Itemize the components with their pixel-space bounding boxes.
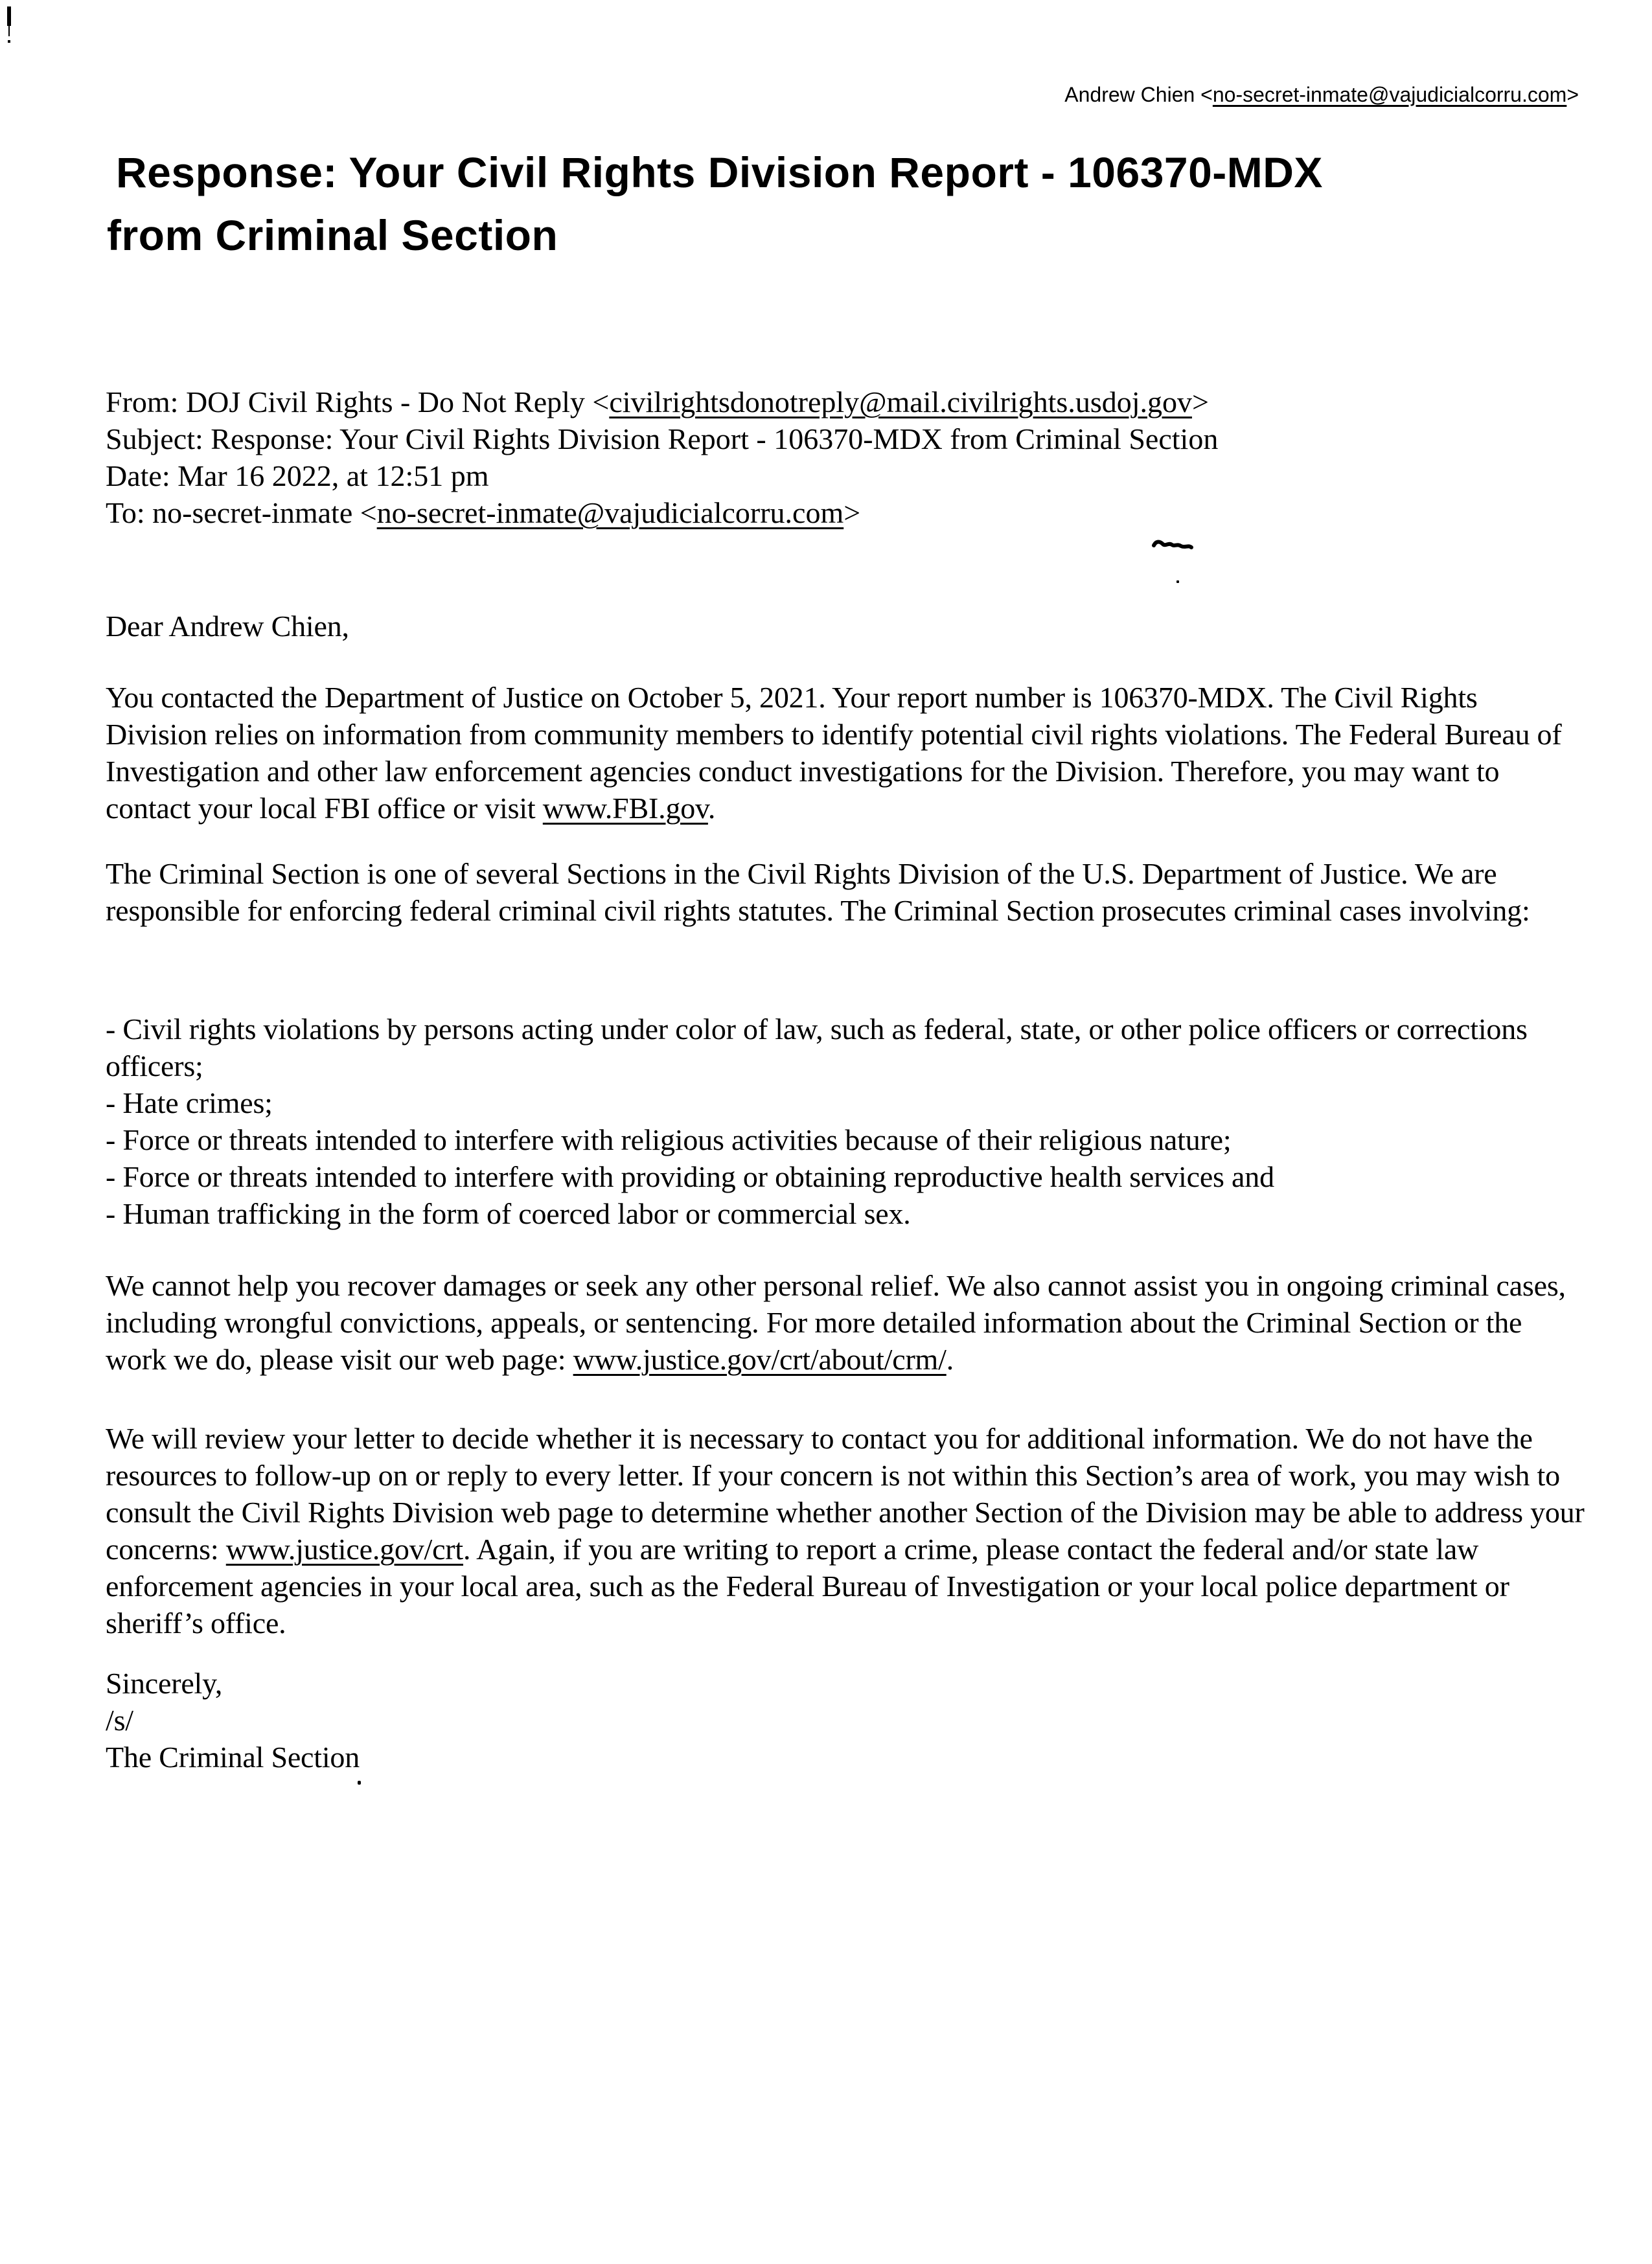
page-title-line1: Response: Your Civil Rights Division Report - 106370-MDX bbox=[116, 148, 1323, 196]
meta-from-suffix: > bbox=[1192, 385, 1209, 418]
case-types-list bbox=[106, 1011, 1586, 1232]
list-item: - Civil rights violations by persons acting under color of law, such as federal, state, or other police officers or corrections officers; bbox=[106, 1012, 1528, 1082]
paragraph-criminal-section-intro: The Criminal Section is one of several Sections in the Civil Rights Division of the U.S. Department of Justice. We are responsible for enforcing federal criminal civil rights statutes. The Criminal Section prosecutes criminal cases involving: bbox=[106, 857, 1530, 927]
fbi-gov-link[interactable]: www.FBI.gov bbox=[542, 792, 708, 825]
scan-artifact-corner-mark bbox=[7, 6, 11, 26]
meta-date-line: Date: Mar 16 2022, at 12:51 pm bbox=[106, 459, 489, 492]
paragraph-text: You contacted the Department of Justice on October 5, 2021. Your report number is 106370-MDX. The Civil Rights Division relies on information from community members to identify potential civil rights violations. The Federal Bureau of Investigation and other law enforcement agencies conduct investigations for the Division. Therefore, you may want to contact your local FBI office or visit bbox=[106, 681, 1562, 825]
paragraph-report-received bbox=[106, 679, 1586, 827]
list-item: - Force or threats intended to interfere with religious activities because of their religious nature; bbox=[106, 1123, 1232, 1156]
from-email-link[interactable]: civilrightsdonotreply@mail.civilrights.usdoj.gov bbox=[609, 385, 1193, 418]
sender-header bbox=[1064, 82, 1579, 108]
paragraph-text: . bbox=[946, 1343, 954, 1376]
sender-name: Andrew Chien < bbox=[1064, 83, 1213, 106]
list-item: - Force or threats intended to interfere with providing or obtaining reproductive health services and bbox=[106, 1160, 1274, 1193]
page-title bbox=[107, 141, 1597, 267]
scan-artifact-corner-mark bbox=[8, 40, 10, 43]
meta-from-label: From: DOJ Civil Rights - Do Not Reply < bbox=[106, 385, 610, 418]
closing-word: Sincerely, bbox=[106, 1667, 223, 1700]
scan-artifact-corner-mark bbox=[8, 26, 10, 36]
paragraph-limitations bbox=[106, 1267, 1586, 1378]
page-title-line2: from Criminal Section bbox=[107, 211, 558, 259]
justice-gov-crt-link[interactable]: www.justice.gov/crt bbox=[225, 1533, 464, 1566]
meta-to-suffix: > bbox=[843, 496, 861, 529]
signature-mark: /s/ bbox=[106, 1704, 133, 1737]
sender-email-link[interactable]: no-secret-inmate@vajudicialcorru.com bbox=[1212, 83, 1567, 106]
meta-to-label: To: no-secret-inmate < bbox=[106, 496, 377, 529]
sender-suffix: > bbox=[1566, 83, 1579, 106]
paragraph-text: We will review your letter to decide whether it is necessary to contact you for additional information. We do not have the resources to follow-up on or reply to every letter. If your concern is not within this Section’s area of work, you may wish to consult the Civil Rights Division web page to determine whether another Section of the Division may be able to address your concerns: bbox=[106, 1422, 1585, 1566]
signer-name: The Criminal Section bbox=[106, 1741, 360, 1774]
list-item: - Hate crimes; bbox=[106, 1086, 273, 1119]
paragraph-text: . bbox=[707, 792, 716, 825]
list-item: - Human trafficking in the form of coerced labor or commercial sex. bbox=[106, 1197, 911, 1230]
scan-artifact-speck bbox=[1176, 580, 1179, 583]
salutation: Dear Andrew Chien, bbox=[106, 610, 349, 643]
paragraph-text: We cannot help you recover damages or seek any other personal relief. We also cannot assist you in ongoing criminal cases, including wrongful convictions, appeals, or sentencing. For more detailed information about the Criminal Section or the work we do, please visit our web page: bbox=[106, 1269, 1566, 1376]
meta-from-line bbox=[106, 383, 1615, 420]
paragraph-text: . Again, if you are writing to report a crime, please contact the federal and/or state law enforcement agencies in your local area, such as the Federal Bureau of Investigation or your local police department or sheriff’s office. bbox=[106, 1533, 1509, 1640]
justice-gov-crm-link[interactable]: www.justice.gov/crt/about/crm/ bbox=[573, 1343, 946, 1376]
meta-subject-line: Subject: Response: Your Civil Rights Division Report - 106370-MDX from Criminal Section bbox=[106, 422, 1219, 455]
closing-block bbox=[106, 1665, 1586, 1776]
to-email-link[interactable]: no-secret-inmate@vajudicialcorru.com bbox=[376, 496, 844, 529]
meta-to-line bbox=[106, 494, 1615, 531]
paragraph-review-notice bbox=[106, 1420, 1586, 1641]
scan-artifact-ink-smudge bbox=[1152, 538, 1193, 558]
message-meta bbox=[106, 383, 1615, 531]
scan-artifact-speck bbox=[358, 1781, 361, 1785]
